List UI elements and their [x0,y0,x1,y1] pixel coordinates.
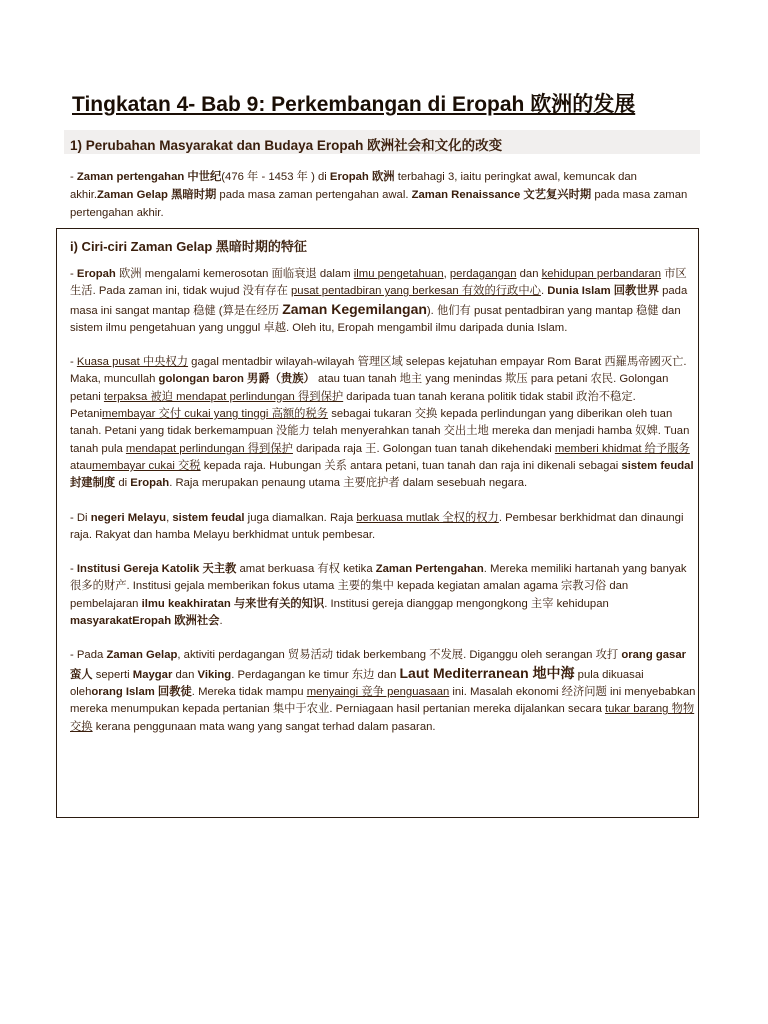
paragraph-feudal: - Kuasa pusat 中央权力 gagal mentadbir wilayah-wilayah 管理区域 selepas kejatuhan empayar Rom Barat 西羅馬帝國灭亡. Maka, muncullah golongan baron 男爵（贵族） atau tuan tanah 地主 yang menindas 欺压 para petani 农民. Golongan petani terpaksa 被迫 mendapat perlindungan 得到保护 daripada tuan tanah kerana politik tidak stabil 政治不稳定. Petanimembayar 交付 cukai yang tinggi 高额的税务 sebagai tukaran 交换 kepada perlindungan yang diberikan oleh tuan tanah. Petani yang tidak berkemampuan 没能力 telah menyerahkan tanah 交出土地 mereka dan menjadi hamba 奴婢. Tuan tanah pula mendapat perlindungan 得到保护 daripada raja 王. Golongan tuan tanah dikehendaki memberi khidmat 给予服务 ataumembayar cukai 交税 kepada raja. Hubungan 关系 antara petani, tuan tanah dan raja ini dikenali sebagai sistem feudal 封建制度 di Eropah. Raja merupakan penaung utama 主要庇护者 dalam sesebuah negara. [70,356,694,490]
section-heading: 1) Perubahan Masyarakat dan Budaya Eropah 欧洲社会和文化的改变 [70,138,503,153]
paragraph-eropah: - Eropah 欧洲 mengalami kemerosotan 面临衰退 dalam ilmu pengetahuan, perdagangan dan kehidupan perbandaran 市区生活. Pada zaman ini, tidak wujud 没有存在 pusat pentadbiran yang berkesan 有效的行政中心. Dunia Islam 回教世界 pada masa ini sangat mantap 稳健 (算是在经历 Zaman Kegemilangan). 他们有 pusat pentadbiran yang mantap 稳健 dan sistem ilmu pengetahuan yang unggul 卓越. Oleh itu, Eropah mengambil ilmu daripada dunia Islam. [70,268,688,334]
box-body [70,266,696,753]
intro-paragraph: - Zaman pertengahan 中世纪(476 年 - 1453 年 ) di Eropah 欧洲 terbahagi 3, iaitu peringkat awal, kemuncak dan akhir.Zaman Gelap 黑暗时期 pada masa zaman pertengahan awal. Zaman Renaissance 文艺复兴时期 pada masa zaman pertengahan akhir. [70,171,688,219]
box-title: i) Ciri-ciri Zaman Gelap 黑暗时期的特征 [70,239,307,254]
page-title: Tingkatan 4- Bab 9: Perkembangan di Eropah 欧洲的发展 [72,93,636,116]
paragraph-melayu: - Di negeri Melayu, sistem feudal juga diamalkan. Raja berkuasa mutlak 全权的权力. Pembesar berkhidmat dan dinaungi raja. Rakyat dan hamba Melayu berkhidmat untuk pembesar. [70,511,684,541]
paragraph-gereja: - Institusi Gereja Katolik 天主教 amat berkuasa 有权 ketika Zaman Pertengahan. Mereka memiliki hartanah yang banyak 很多的财产. Institusi gejala memberikan fokus utama 主要的集中 kepada kegiatan amalan agama 宗教习俗 dan pembelajaran ilmu keakhiratan 与来世有关的知识. Institusi gereja dianggap mengongkong 主宰 kehidupan masyarakatEropah 欧洲社会. [70,563,687,628]
paragraph-perdagangan: - Pada Zaman Gelap, aktiviti perdagangan 贸易活动 tidak berkembang 不发展. Diganggu oleh serangan 攻打 orang gasar 蛮人 seperti Maygar dan Viking. Perdagangan ke timur 东边 dan Laut Mediterranean 地中海 pula dikuasai olehorang Islam 回教徒. Mereka tidak mampu menyaingi 竞争 penguasaan ini. Masalah ekonomi 经济问题 ini menyebabkan mereka menumpukan kepada pertanian 集中于农业. Perniagaan hasil pertanian mereka dijalankan secara tukar barang 物物交换 kerana penggunaan mata wang yang sangat terhad dalam pasaran. [70,649,696,733]
